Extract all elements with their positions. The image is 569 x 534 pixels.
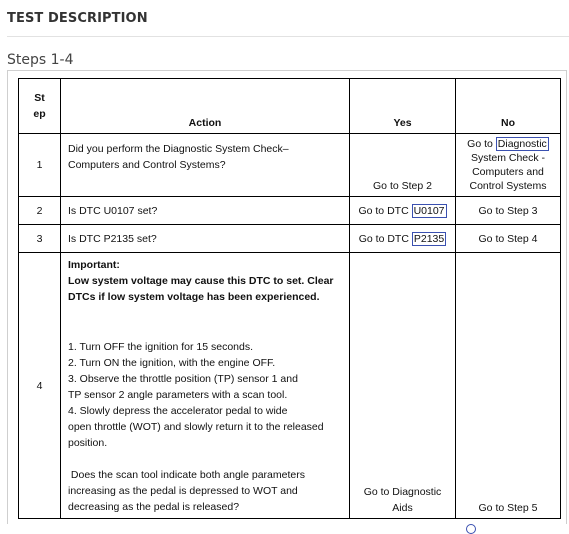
action-cell	[61, 253, 350, 519]
question-line: Does the scan tool indicate both angle parameters	[68, 469, 305, 481]
diagnostic-system-check-link[interactable]: Diagnostic	[497, 138, 547, 150]
list-item: position.	[68, 437, 108, 449]
yes-cell: Go to Diagnostic Aids	[350, 253, 456, 519]
table-frame	[7, 70, 567, 524]
step-number: 4	[19, 253, 61, 519]
title-divider	[7, 36, 569, 37]
dtc-u0107-link[interactable]: U0107	[413, 204, 445, 217]
header-action: Action	[61, 79, 350, 134]
step-number: 3	[19, 225, 61, 253]
header-yes: Yes	[350, 79, 456, 134]
list-item: TP sensor 2 angle parameters with a scan tool.	[68, 389, 288, 401]
list-item: 3. Observe the throttle position (TP) sensor 1 and	[68, 373, 298, 385]
circle-icon	[466, 524, 476, 534]
action-cell: Did you perform the Diagnostic System Check– Computers and Control Systems?	[61, 134, 350, 197]
no-cell: Go to Step 3	[456, 197, 561, 225]
yes-cell: Go to Step 2	[350, 134, 456, 197]
list-item: 1. Turn OFF the ignition for 15 seconds.	[68, 341, 254, 353]
dtc-p2135-link[interactable]: P2135	[413, 232, 445, 245]
yes-cell: Go to DTC P2135	[350, 225, 456, 253]
list-item: open throttle (WOT) and slowly return it to the released	[68, 421, 324, 433]
yes-cell: Go to DTC U0107	[350, 197, 456, 225]
list-item: 4. Slowly depress the accelerator pedal to wide	[68, 405, 288, 417]
steps-table	[18, 78, 561, 519]
table-row	[19, 134, 561, 197]
important-heading: Important:	[68, 259, 120, 271]
question-line: decreasing as the pedal is released?	[68, 501, 240, 513]
header-step: St ep	[19, 79, 61, 134]
table-row	[19, 225, 561, 253]
question-line: increasing as the pedal is depressed to WOT and	[68, 485, 298, 497]
list-item: 2. Turn ON the ignition, with the engine OFF.	[68, 357, 276, 369]
no-cell: Go to Diagnostic System Check - Computers and Control Systems	[456, 134, 561, 197]
procedure-list	[68, 339, 345, 451]
step-number: 2	[19, 197, 61, 225]
header-no: No	[456, 79, 561, 134]
no-cell: Go to Step 5	[456, 253, 561, 519]
important-note-line: Low system voltage may cause this DTC to set. Clear	[68, 275, 334, 287]
table-row	[19, 253, 561, 519]
table-row	[19, 197, 561, 225]
section-title: Steps 1-4	[7, 52, 74, 68]
page-title: TEST DESCRIPTION	[7, 11, 148, 26]
step-number: 1	[19, 134, 61, 197]
action-cell: Is DTC U0107 set?	[61, 197, 350, 225]
header-row	[19, 79, 561, 134]
important-note-line: DTCs if low system voltage has been experienced.	[68, 291, 320, 303]
no-cell: Go to Step 4	[456, 225, 561, 253]
action-cell: Is DTC P2135 set?	[61, 225, 350, 253]
